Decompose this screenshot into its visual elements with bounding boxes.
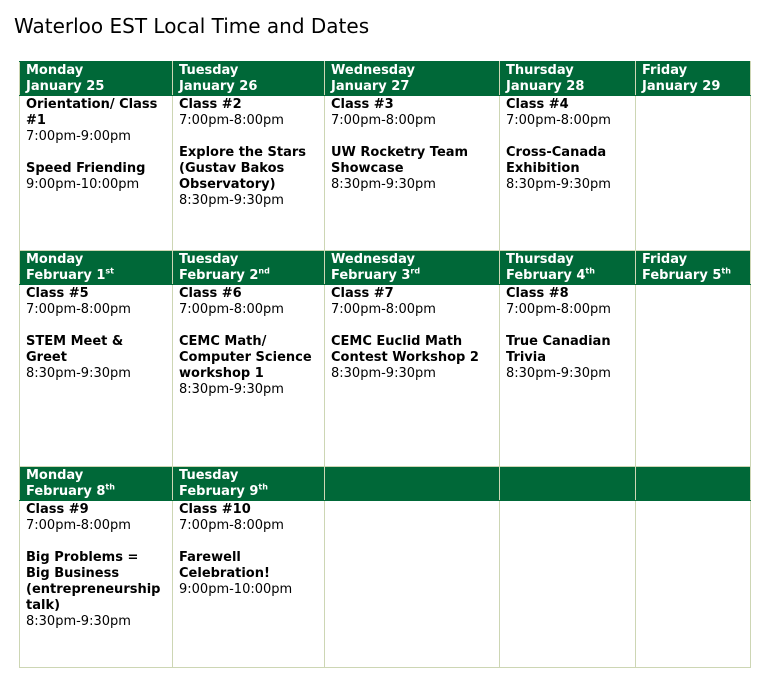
day-date bbox=[26, 79, 166, 95]
day-date-text: January 25 bbox=[26, 79, 105, 94]
day-name: Wednesday bbox=[331, 252, 415, 267]
day-date-text: February 5 bbox=[642, 268, 722, 283]
event-item bbox=[26, 550, 166, 630]
day-date-suffix: rd bbox=[410, 266, 421, 276]
event-time: 9:00pm-10:00pm bbox=[179, 582, 293, 597]
event-name: Cross-Canada Exhibition bbox=[506, 145, 607, 176]
event-name: Speed Friending bbox=[26, 161, 146, 176]
event-name: Class #10 bbox=[179, 502, 251, 517]
event-item bbox=[506, 145, 629, 193]
event-name: Big Problems = Big Business (entrepreneurship talk) bbox=[26, 550, 161, 613]
day-date-suffix: th bbox=[721, 266, 731, 276]
day-date-text: January 28 bbox=[506, 79, 585, 94]
day-events-cell bbox=[173, 96, 325, 251]
event-name: CEMC Math/ Computer Science workshop 1 bbox=[179, 334, 312, 381]
event-item bbox=[506, 286, 629, 318]
day-events-cell bbox=[325, 285, 500, 467]
schedule-table bbox=[19, 61, 751, 668]
day-date bbox=[642, 79, 744, 95]
day-name: Friday bbox=[642, 252, 688, 267]
event-time: 7:00pm-8:00pm bbox=[26, 302, 131, 317]
event-time: 9:00pm-10:00pm bbox=[26, 177, 140, 192]
event-time: 7:00pm-8:00pm bbox=[179, 518, 284, 533]
day-header bbox=[20, 251, 173, 285]
event-time: 8:30pm-9:30pm bbox=[331, 177, 436, 192]
event-time: 8:30pm-9:30pm bbox=[331, 366, 436, 381]
event-name: Class #5 bbox=[26, 286, 89, 301]
event-item bbox=[179, 334, 318, 398]
event-item bbox=[179, 550, 318, 598]
day-date-text: February 3 bbox=[331, 268, 411, 283]
event-item bbox=[331, 97, 493, 129]
day-date-text: January 26 bbox=[179, 79, 258, 94]
event-name: Explore the Stars (Gustav Bakos Observatory) bbox=[179, 145, 307, 192]
day-header bbox=[325, 467, 500, 501]
event-name: Class #6 bbox=[179, 286, 242, 301]
day-date-text: February 4 bbox=[506, 268, 586, 283]
week-header-row bbox=[20, 62, 751, 96]
day-header bbox=[500, 251, 636, 285]
event-item bbox=[26, 286, 166, 318]
event-time: 7:00pm-8:00pm bbox=[331, 113, 436, 128]
day-events-cell bbox=[20, 96, 173, 251]
event-item bbox=[179, 286, 318, 318]
event-time: 7:00pm-8:00pm bbox=[179, 113, 284, 128]
day-header bbox=[325, 62, 500, 96]
day-date bbox=[506, 79, 629, 95]
day-date-suffix: th bbox=[105, 482, 115, 492]
event-item bbox=[506, 97, 629, 129]
day-events-cell bbox=[20, 501, 173, 668]
day-date bbox=[331, 268, 493, 284]
week-events-row bbox=[20, 285, 751, 467]
event-item bbox=[331, 145, 493, 193]
event-name: UW Rocketry Team Showcase bbox=[331, 145, 469, 176]
event-item bbox=[506, 334, 629, 382]
day-events-cell bbox=[325, 501, 500, 668]
day-events-cell bbox=[636, 285, 751, 467]
day-name: Thursday bbox=[506, 63, 574, 78]
day-date-text: January 29 bbox=[642, 79, 721, 94]
day-name: Monday bbox=[26, 468, 84, 483]
day-date-text: February 1 bbox=[26, 268, 106, 283]
event-item bbox=[331, 334, 493, 382]
event-item bbox=[26, 334, 166, 382]
week-header-row bbox=[20, 251, 751, 285]
day-header bbox=[173, 467, 325, 501]
day-name: Tuesday bbox=[179, 468, 239, 483]
week-events-row bbox=[20, 501, 751, 668]
day-header bbox=[20, 62, 173, 96]
event-time: 7:00pm-8:00pm bbox=[506, 302, 611, 317]
day-date bbox=[26, 484, 166, 500]
day-name: Thursday bbox=[506, 252, 574, 267]
event-name: Class #3 bbox=[331, 97, 394, 112]
day-header bbox=[325, 251, 500, 285]
day-header bbox=[173, 251, 325, 285]
day-header bbox=[500, 62, 636, 96]
event-time: 8:30pm-9:30pm bbox=[179, 193, 284, 208]
day-events-cell bbox=[500, 96, 636, 251]
day-name: Monday bbox=[26, 252, 84, 267]
day-header bbox=[500, 467, 636, 501]
page-title: Waterloo EST Local Time and Dates bbox=[14, 14, 370, 38]
event-name: Class #2 bbox=[179, 97, 242, 112]
event-time: 8:30pm-9:30pm bbox=[506, 366, 611, 381]
day-date-suffix: nd bbox=[258, 266, 270, 276]
day-date-text: February 8 bbox=[26, 484, 106, 499]
day-date bbox=[179, 79, 318, 95]
event-name: Class #8 bbox=[506, 286, 569, 301]
day-events-cell bbox=[636, 501, 751, 668]
event-name: Class #7 bbox=[331, 286, 394, 301]
day-header bbox=[636, 62, 751, 96]
day-date bbox=[506, 268, 629, 284]
day-header bbox=[636, 467, 751, 501]
day-header bbox=[636, 251, 751, 285]
event-name: Class #4 bbox=[506, 97, 569, 112]
day-date bbox=[331, 79, 493, 95]
day-date bbox=[26, 268, 166, 284]
day-events-cell bbox=[500, 285, 636, 467]
event-time: 7:00pm-8:00pm bbox=[331, 302, 436, 317]
day-events-cell bbox=[173, 501, 325, 668]
day-date-text: February 2 bbox=[179, 268, 259, 283]
event-time: 7:00pm-9:00pm bbox=[26, 129, 131, 144]
event-name: CEMC Euclid Math Contest Workshop 2 bbox=[331, 334, 479, 365]
event-item bbox=[26, 502, 166, 534]
event-name: Orientation/ Class #1 bbox=[26, 97, 158, 128]
day-events-cell bbox=[173, 285, 325, 467]
day-date-suffix: th bbox=[585, 266, 595, 276]
event-time: 8:30pm-9:30pm bbox=[26, 614, 131, 629]
day-name: Wednesday bbox=[331, 63, 415, 78]
day-date bbox=[642, 268, 744, 284]
day-date-text: February 9 bbox=[179, 484, 259, 499]
event-time: 7:00pm-8:00pm bbox=[26, 518, 131, 533]
day-date-text: January 27 bbox=[331, 79, 410, 94]
day-events-cell bbox=[500, 501, 636, 668]
day-events-cell bbox=[636, 96, 751, 251]
day-events-cell bbox=[20, 285, 173, 467]
day-name: Friday bbox=[642, 63, 688, 78]
event-time: 8:30pm-9:30pm bbox=[179, 382, 284, 397]
event-item bbox=[179, 97, 318, 129]
event-item bbox=[331, 286, 493, 318]
event-item bbox=[26, 97, 166, 145]
event-time: 8:30pm-9:30pm bbox=[26, 366, 131, 381]
day-header bbox=[173, 62, 325, 96]
event-time: 8:30pm-9:30pm bbox=[506, 177, 611, 192]
day-date-suffix: th bbox=[258, 482, 268, 492]
event-time: 7:00pm-8:00pm bbox=[179, 302, 284, 317]
event-item bbox=[26, 161, 166, 193]
event-name: Class #9 bbox=[26, 502, 89, 517]
event-name: STEM Meet & Greet bbox=[26, 334, 124, 365]
day-header bbox=[20, 467, 173, 501]
week-events-row bbox=[20, 96, 751, 251]
event-time: 7:00pm-8:00pm bbox=[506, 113, 611, 128]
event-item bbox=[179, 502, 318, 534]
event-name: True Canadian Trivia bbox=[506, 334, 611, 365]
day-name: Tuesday bbox=[179, 252, 239, 267]
day-date-suffix: st bbox=[105, 266, 114, 276]
day-name: Monday bbox=[26, 63, 84, 78]
day-date bbox=[179, 268, 318, 284]
event-item bbox=[179, 145, 318, 209]
event-name: Farewell Celebration! bbox=[179, 550, 270, 581]
day-events-cell bbox=[325, 96, 500, 251]
day-name: Tuesday bbox=[179, 63, 239, 78]
day-date bbox=[179, 484, 318, 500]
week-header-row bbox=[20, 467, 751, 501]
